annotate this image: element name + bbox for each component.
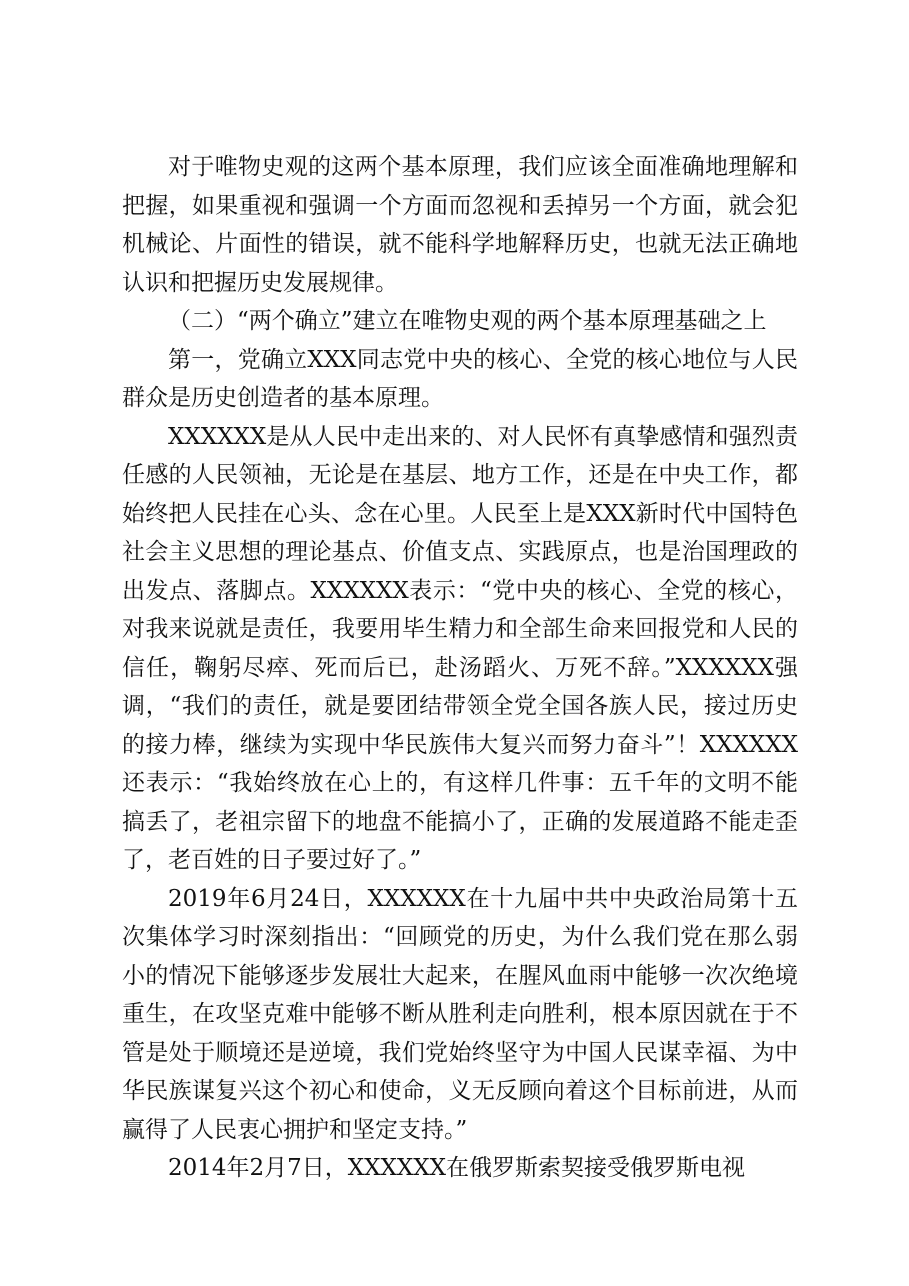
document-body (122, 148, 798, 1188)
paragraph-first-point: 第一，党确立XXX同志党中央的核心、全党的核心地位与人民群众是历史创造者的基本原理。 (122, 346, 798, 411)
paragraph-2019-study: 2019年6月24日，XXXXXX在十九届中共中央政治局第十五次集体学习时深刻指出：“回顾党的历史，为什么我们党在那么弱小的情况下能够逐步发展壮大起来，在腥风血雨中能够一次次绝境重生，在攻坚克难中能够不断从胜利走向胜利，根本原因就在于不管是处于顺境还是逆境，我们党始终坚守为中国人民谋幸福、为中华民族谋复兴这个初心和使命，义无反顾向着这个目标前进，从而赢得了人民衷心拥护和坚定支持。” (122, 885, 798, 1143)
paragraph-principles-summary: 对于唯物史观的这两个基本原理，我们应该全面准确地理解和把握，如果重视和强调一个方面而忽视和丢掉另一个方面，就会犯机械论、片面性的错误，就不能科学地解释历史，也就无法正确地认识和把握历史发展规律。 (122, 154, 798, 296)
section-heading: （二）“两个确立”建立在唯物史观的两个基本原理基础之上 (168, 308, 767, 334)
paragraph-2014-interview: 2014年2月7日，XXXXXX在俄罗斯索契接受俄罗斯电视 (168, 1155, 746, 1181)
paragraph-people-leader: XXXXXX是从人民中走出来的、对人民怀有真挚感情和强烈责任感的人民领袖，无论是在基层、地方工作，还是在中央工作，都始终把人民挂在心头、念在心里。人民至上是XXX新时代中国特色社会主义思想的理论基点、价值支点、实践原点，也是治国理政的出发点、落脚点。XXXXXX表示：“党中央的核心、全党的核心，对我来说就是责任，我要用毕生精力和全部生命来回报党和人民的信任，鞠躬尽瘁、死而后已，赴汤蹈火、万死不辞。”XXXXXX强调，“我们的责任，就是要团结带领全党全国各族人民，接过历史的接力棒，继续为实现中华民族伟大复兴而努力奋斗”！XXXXXX还表示：“我始终放在心上的，有这样几件事：五千年的文明不能搞丢了，老祖宗留下的地盘不能搞小了，正确的发展道路不能走歪了，老百姓的日子要过好了。” (122, 423, 798, 873)
